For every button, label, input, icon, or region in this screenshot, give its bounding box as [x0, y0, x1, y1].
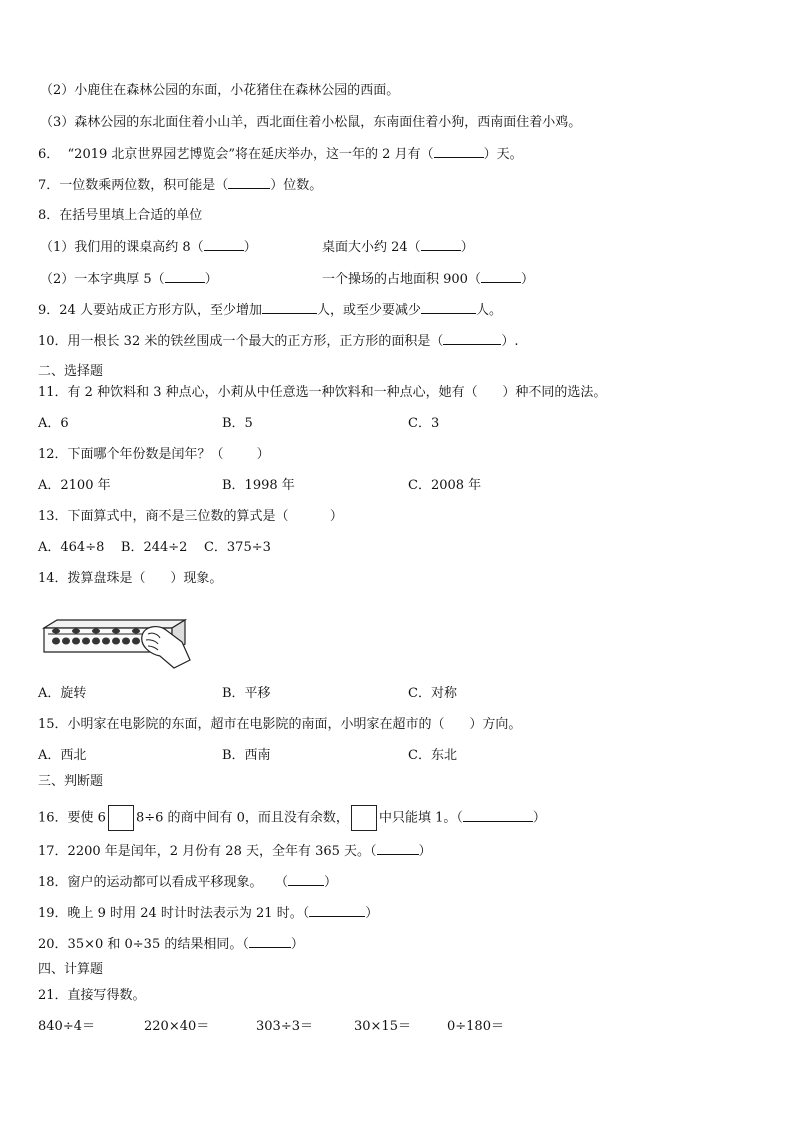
question-19	[38, 904, 378, 923]
answer-blank[interactable]	[421, 238, 461, 251]
q10-text: 10．用一根长 32 米的铁丝围成一个最大的正方形，正方形的面积是（	[38, 334, 444, 349]
question-20	[38, 935, 304, 954]
calc-item: 220×40＝	[144, 1019, 210, 1034]
digit-box[interactable]	[108, 805, 134, 831]
section-3-heading: 三、判断题	[38, 774, 104, 789]
q8-close: ）	[204, 272, 218, 287]
q16-text-c: 中只能填 1。（	[378, 810, 463, 826]
answer-blank[interactable]	[309, 904, 365, 917]
q16-text-d: ）	[532, 810, 546, 826]
q18-text-end: ）	[323, 875, 337, 890]
q9-text-a: 9．24 人要站成正方形方队，至少增加	[38, 303, 262, 318]
calc-item: 30×15＝	[354, 1019, 411, 1034]
q15-text: 15．小明家在电影院的东面，超市在电影院的南面，小明家在超市的（ ）方向。	[38, 717, 522, 732]
q9-text-c: 人。	[475, 303, 502, 318]
q14-option-a[interactable]: A．旋转	[38, 686, 87, 701]
q20-text: 20．35×0 和 0÷35 的结果相同。（	[38, 937, 249, 952]
q8-row2-right	[322, 270, 534, 289]
question-9	[38, 301, 502, 320]
q13-text: 13．下面算式中，商不是三位数的算式是（ ）	[38, 509, 343, 524]
q8-row1-left	[40, 238, 257, 257]
q17-text: 17．2200 年是闰年，2 月份有 28 天，全年有 365 天。（	[38, 844, 377, 859]
section-4-heading: 四、计算题	[38, 962, 104, 977]
q21-text: 21．直接写得数。	[38, 988, 146, 1003]
q8-r1b-text: 桌面大小约 24（	[322, 240, 421, 255]
answer-blank[interactable]	[421, 301, 476, 314]
q7-text-end: ）位数。	[270, 178, 323, 193]
q15-option-a[interactable]: A．西北	[38, 748, 87, 763]
answer-blank[interactable]	[288, 873, 324, 886]
q8-row1-right	[322, 238, 474, 257]
q5-line2: （2）小鹿住在森林公园的东面，小花猪住在森林公园的西面。	[40, 83, 400, 98]
q16-text-a: 16．要使 6	[38, 810, 106, 826]
question-18	[38, 873, 337, 892]
answer-blank[interactable]	[228, 176, 270, 189]
section-2-heading: 二、选择题	[38, 364, 104, 379]
q8-r1a-text: （1）我们用的课桌高约 8（	[40, 240, 204, 255]
answer-blank[interactable]	[443, 332, 501, 345]
q13-options[interactable]: A．464÷8 B．244÷2 C．375÷3	[38, 540, 271, 555]
answer-blank[interactable]	[481, 270, 521, 283]
answer-blank[interactable]	[165, 270, 205, 283]
question-16	[38, 805, 546, 831]
q20-text-end: ）	[290, 937, 304, 952]
q8-r2b-text: 一个操场的占地面积 900（	[322, 272, 481, 287]
answer-blank[interactable]	[377, 842, 419, 855]
q12-text: 12．下面哪个年份数是闰年？（ ）	[38, 447, 270, 462]
q14-option-b[interactable]: B．平移	[222, 686, 271, 701]
q12-option-c[interactable]: C．2008 年	[408, 478, 482, 493]
answer-blank[interactable]	[204, 238, 244, 251]
question-6	[38, 145, 523, 164]
q11-text: 11．有 2 种饮料和 3 种点心，小莉从中任意选一种饮料和一种点心，她有（ ）种不同的选法。	[38, 385, 607, 400]
q15-option-b[interactable]: B．西南	[222, 748, 271, 763]
q18-text: 18．窗户的运动都可以看成平移现象。 （	[38, 875, 288, 890]
q9-text-b: 人，或至少要减少	[316, 303, 421, 318]
q11-option-b[interactable]: B．5	[222, 416, 253, 431]
q12-option-a[interactable]: A．2100 年	[38, 478, 111, 493]
q12-option-b[interactable]: B．1998 年	[222, 478, 295, 493]
calc-item: 840÷4＝	[38, 1019, 95, 1034]
question-17	[38, 842, 432, 861]
q8-r2a-text: （2）一本字典厚 5（	[40, 272, 165, 287]
q7-text: 7．一位数乘两位数，积可能是（	[38, 178, 229, 193]
q17-text-end: ）	[418, 844, 432, 859]
q15-option-c[interactable]: C．东北	[408, 748, 457, 763]
q14-option-c[interactable]: C．对称	[408, 686, 457, 701]
q6-text: 6． “2019 北京世界园艺博览会”将在延庆举办，这一年的 2 月有（	[38, 147, 434, 162]
q19-text: 19．晚上 9 时用 24 时计时法表示为 21 时。（	[38, 906, 310, 921]
q8-close: ）	[460, 240, 474, 255]
question-7	[38, 176, 322, 195]
q6-text-end: ）天。	[483, 147, 523, 162]
q10-text-end: ）.	[501, 334, 519, 349]
question-10	[38, 332, 519, 351]
q19-text-end: ）	[365, 906, 379, 921]
q11-option-c[interactable]: C．3	[408, 416, 440, 431]
answer-blank[interactable]	[249, 935, 291, 948]
calc-item: 0÷180＝	[447, 1019, 504, 1034]
q8-close: ）	[243, 240, 257, 255]
q16-text-b: 8÷6 的商中间有 0，而且没有余数，	[135, 810, 349, 826]
answer-blank[interactable]	[434, 145, 484, 158]
answer-blank[interactable]	[262, 301, 317, 314]
q8-close: ）	[520, 272, 534, 287]
q11-option-a[interactable]: A．6	[38, 416, 69, 431]
abacus-hand-image	[42, 612, 192, 674]
answer-blank[interactable]	[463, 809, 533, 822]
q8-row2-left	[40, 270, 218, 289]
q5-line3: （3）森林公园的东北面住着小山羊，西北面住着小松鼠，东南面住着小狗，西南面住着小鸡。	[40, 115, 582, 130]
digit-box[interactable]	[351, 805, 377, 831]
q14-text: 14．拨算盘珠是（ ）现象。	[38, 571, 223, 586]
q8-title: 8．在括号里填上合适的单位	[38, 208, 203, 223]
calc-item: 303÷3＝	[256, 1019, 313, 1034]
